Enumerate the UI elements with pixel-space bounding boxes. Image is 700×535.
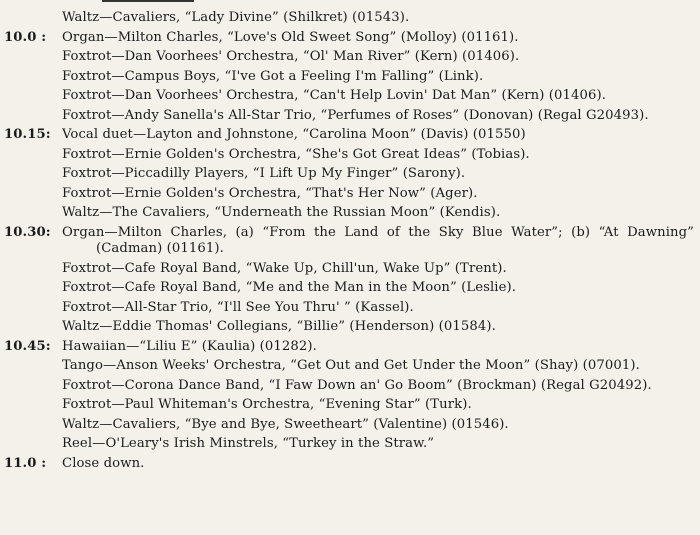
program-entry: Waltz—Cavaliers, “Lady Divine” (Shilkret) (01543). xyxy=(62,10,410,25)
program-entry: Foxtrot—All-Star Trio, “I'll See You Thru' ” (Kassel). xyxy=(62,299,414,315)
time-label: 10.45: xyxy=(4,338,51,354)
program-entry: Foxtrot—Campus Boys, “I've Got a Feeling I'm Falling” (Link). xyxy=(62,68,484,84)
entry-list xyxy=(62,456,694,476)
program-entry: Foxtrot—Cafe Royal Band, “Wake Up, Chill'un, Wake Up” (Trent). xyxy=(62,260,507,276)
time-block xyxy=(0,10,700,30)
entry-list xyxy=(62,339,694,456)
time-label: 10.0 : xyxy=(4,29,47,45)
time-label: 10.15: xyxy=(4,127,51,142)
time-label: 11.0 : xyxy=(4,455,47,471)
entry-list xyxy=(62,225,694,339)
program-entry: Foxtrot—Dan Voorhees' Orchestra, “Can't Help Lovin' Dat Man” (Kern) (01406). xyxy=(62,88,607,103)
program-entry: Foxtrot—Ernie Golden's Orchestra, “She's Got Great Ideas” (Tobias). xyxy=(62,146,530,162)
program-entry: Tango—Anson Weeks' Orchestra, “Get Out and Get Under the Moon” (Shay) (07001). xyxy=(62,358,640,373)
program-entry: Foxtrot—Dan Voorhees' Orchestra, “Ol' Man River” (Kern) (01406). xyxy=(62,49,520,64)
program-entry: Hawaiian—“Liliu E” (Kaulia) (01282). xyxy=(62,338,317,354)
program-entry: Waltz—The Cavaliers, “Underneath the Russian Moon” (Kendis). xyxy=(62,205,501,220)
program-entry: Vocal duet—Layton and Johnstone, “Carolina Moon” (Davis) (01550) xyxy=(62,127,526,142)
radio-program-listing xyxy=(0,10,700,475)
program-entry: Foxtrot—Andy Sanella's All-Star Trio, “Perfumes of Roses” (Donovan) (Regal G20493). xyxy=(62,107,649,123)
time-label: 10.30: xyxy=(4,224,51,240)
time-block xyxy=(0,127,700,225)
entry-list xyxy=(62,30,694,128)
program-entry: Foxtrot—Corona Dance Band, “I Faw Down an' Go Boom” (Brockman) (Regal G20492). xyxy=(62,377,652,393)
time-block xyxy=(0,225,700,339)
time-block xyxy=(0,30,700,128)
program-entry: Foxtrot—Piccadilly Players, “I Lift Up My Finger” (Sarony). xyxy=(62,166,466,181)
entry-list xyxy=(62,127,694,225)
top-rule xyxy=(102,0,194,2)
program-entry: Organ—Milton Charles, “Love's Old Sweet Song” (Molloy) (01161). xyxy=(62,29,519,45)
program-entry: Waltz—Cavaliers, “Bye and Bye, Sweetheart” (Valentine) (01546). xyxy=(62,416,509,432)
program-entry: Reel—O'Leary's Irish Minstrels, “Turkey in the Straw.” xyxy=(62,436,435,451)
entry-list xyxy=(62,10,694,30)
program-entry: Waltz—Eddie Thomas' Collegians, “Billie” (Henderson) (01584). xyxy=(62,319,496,334)
program-entry: Foxtrot—Cafe Royal Band, “Me and the Man in the Moon” (Leslie). xyxy=(62,280,517,295)
program-entry: Foxtrot—Paul Whiteman's Orchestra, “Evening Star” (Turk). xyxy=(62,397,472,412)
program-entry: Organ—Milton Charles, (a) “From the Land of the Sky Blue Water”; (b) “At Dawning” (Cadman) (01161). xyxy=(62,224,694,256)
program-entry: Close down. xyxy=(62,455,145,471)
program-entry: Foxtrot—Ernie Golden's Orchestra, “That's Her Now” (Ager). xyxy=(62,185,478,201)
time-block xyxy=(0,456,700,476)
time-block xyxy=(0,339,700,456)
time-label xyxy=(0,10,62,30)
